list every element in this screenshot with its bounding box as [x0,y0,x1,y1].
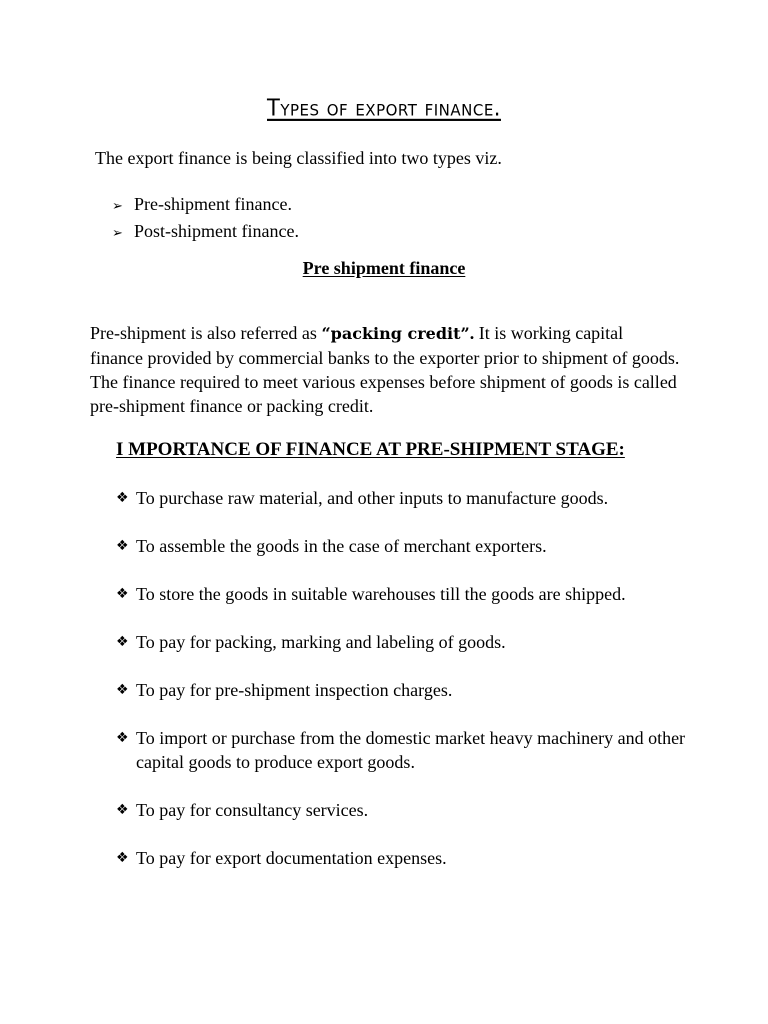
diamond-bullet-icon: ❖ [116,802,129,818]
arrow-bullet-icon: ➢ [112,226,123,241]
definition-lead: Pre-shipment is also referred as [90,323,322,343]
list-item [116,486,686,510]
section-subheading: Pre shipment finance [302,258,466,278]
list-item [116,798,686,822]
list-item-text: To pay for export documentation expenses. [136,848,447,868]
list-item-text: To pay for consultancy services. [136,800,369,820]
list-item [116,630,686,654]
definition-rest: It is working capital finance provided by commercial banks to the exporter prior to shipment of goods. The finance required to meet various expenses before shipment of goods is called pre-shipment finance or packing credit. [90,323,680,416]
list-item-text: To store the goods in suitable warehouses till the goods are shipped. [136,584,626,604]
list-item-text: Pre-shipment finance. [134,194,292,214]
list-item [116,534,686,558]
importance-heading: I MPORTANCE OF FINANCE AT PRE-SHIPMENT STAGE: [116,439,625,460]
list-item-text: To pay for pre-shipment inspection charges. [136,680,453,700]
arrow-bullet-icon: ➢ [112,199,123,214]
list-item [116,846,686,870]
list-item-text: To pay for packing, marking and labeling of goods. [136,632,506,652]
list-item-text: To import or purchase from the domestic market heavy machinery and other capital goods to produce export goods. [136,728,686,772]
diamond-bullet-icon: ❖ [116,586,129,602]
definition-term-tail: . [469,323,475,343]
list-item [116,678,686,702]
definition-term: “packing credit” [321,324,470,343]
list-item [116,726,686,774]
importance-list [116,486,686,894]
intro-text: The export finance is being classified into two types viz. [95,148,502,168]
list-item [116,582,686,606]
diamond-bullet-icon: ❖ [116,850,129,866]
list-item [112,192,299,219]
definition-paragraph [90,321,680,418]
list-item-text: To purchase raw material, and other inputs to manufacture goods. [136,488,609,508]
diamond-bullet-icon: ❖ [116,634,129,650]
document-title: Types of export finance. [267,95,501,121]
diamond-bullet-icon: ❖ [116,538,129,554]
finance-types-list [112,192,299,246]
list-item-text: To assemble the goods in the case of merchant exporters. [136,536,547,556]
diamond-bullet-icon: ❖ [116,730,129,746]
diamond-bullet-icon: ❖ [116,490,129,506]
list-item [112,219,299,246]
diamond-bullet-icon: ❖ [116,682,129,698]
list-item-text: Post-shipment finance. [134,221,299,241]
